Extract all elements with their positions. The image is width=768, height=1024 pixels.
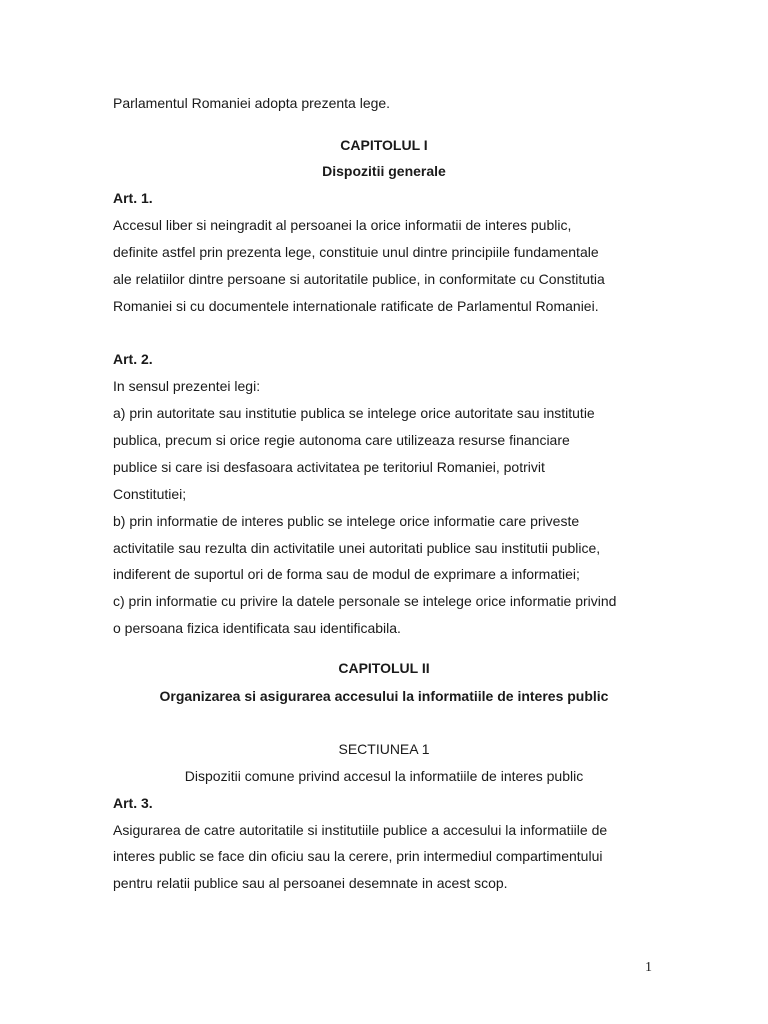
art-2-line: c) prin informatie cu privire la datele personale se intelege orice informatie privind — [113, 593, 617, 609]
art-2-line: In sensul prezentei legi: — [113, 378, 261, 394]
art-2-line: indiferent de suportul ori de forma sau de modul de exprimare a informatiei; — [113, 566, 580, 582]
chapter-1-subtitle: Dispozitii generale — [322, 163, 446, 179]
section-1-subtitle: Dispozitii comune privind accesul la informatiile de interes public — [184, 768, 584, 784]
art-2-line: o persoana fizica identificata sau identificabila. — [113, 620, 401, 636]
chapter-1-title: CAPITOLUL I — [340, 137, 428, 153]
art-3-line: interes public se face din oficiu sau la cerere, prin intermediul compartimentului — [113, 848, 603, 864]
chapter-2-subtitle: Organizarea si asigurarea accesului la informatiile de interes public — [159, 688, 609, 704]
art-1-heading: Art. 1. — [113, 190, 153, 206]
art-1-line: definite astfel prin prezenta lege, constituie unul dintre principiile fundamentale — [113, 244, 599, 260]
art-1-line: Romaniei si cu documentele internationale ratificate de Parlamentul Romaniei. — [113, 298, 599, 314]
art-3-heading: Art. 3. — [113, 795, 153, 811]
art-1-line: Accesul liber si neingradit al persoanei la orice informatii de interes public, — [113, 217, 572, 233]
art-3-line: pentru relatii publice sau al persoanei desemnate in acest scop. — [113, 875, 508, 891]
art-2-line: publica, precum si orice regie autonoma care utilizeaza resurse financiare — [113, 432, 570, 448]
art-2-heading: Art. 2. — [113, 351, 153, 367]
art-2-line: a) prin autoritate sau institutie publica se intelege orice autoritate sau institutie — [113, 405, 595, 421]
chapter-2-title: CAPITOLUL II — [338, 660, 430, 676]
art-2-line: Constitutiei; — [113, 486, 187, 502]
intro-paragraph: Parlamentul Romaniei adopta prezenta lege. — [113, 95, 391, 111]
art-1-line: ale relatiilor dintre persoane si autoritatile publice, in conformitate cu Constitutia — [113, 271, 605, 287]
section-1-title: SECTIUNEA 1 — [338, 741, 430, 757]
page-number: 1 — [645, 960, 652, 975]
art-2-line: activitatile sau rezulta din activitatile unei autoritati publice sau institutii publice, — [113, 540, 601, 556]
art-2-line: publice si care isi desfasoara activitatea pe teritoriul Romaniei, potrivit — [113, 459, 545, 475]
art-3-line: Asigurarea de catre autoritatile si institutiile publice a accesului la informatiile de — [113, 822, 608, 838]
art-2-line: b) prin informatie de interes public se intelege orice informatie care priveste — [113, 513, 580, 529]
